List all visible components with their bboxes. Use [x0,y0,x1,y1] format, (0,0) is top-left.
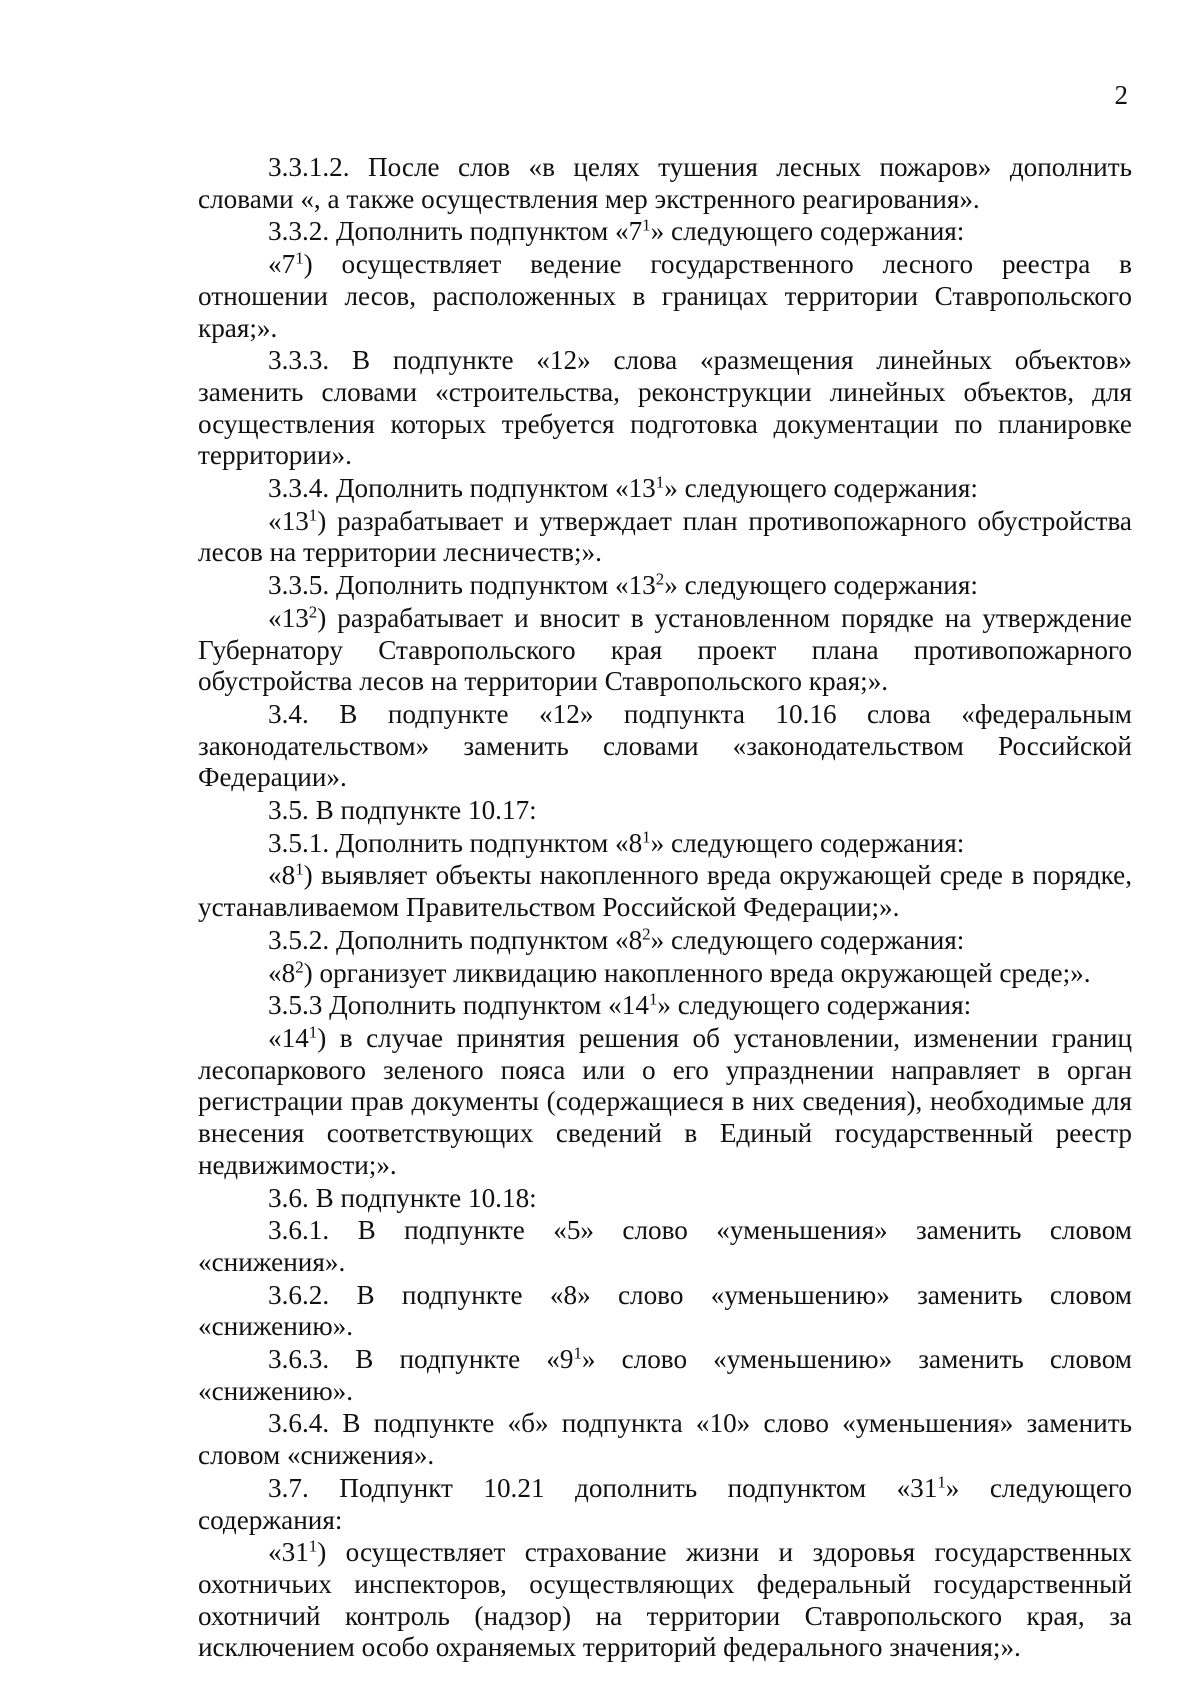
paragraph-text: 3.5.3 Дополнить подпунктом «14 [268,990,649,1021]
paragraph [198,860,1132,923]
paragraph [198,1023,1132,1182]
superscript-index: 1 [655,472,665,492]
paragraph-text: ) в случае принятия решения об установлении, изменении границ лесопаркового зеленого пояса или о его упразднении направляет в орган регистрации прав документы (содержащиеся в них сведения), необходимые для внесения соответствующих сведений в Единый государственный реестр недвижимости;». [198,1022,1132,1180]
superscript-index: 2 [295,957,304,977]
paragraph-text: » следующего содержания: [664,570,978,601]
paragraph-text: «13 [268,602,309,633]
paragraph [198,506,1132,569]
paragraph-text: ) разрабатывает и вносит в установленном порядке на утверждение Губернатору Ставропольского края проект плана противопожарного обустройства лесов на территории Ставропольского края;». [198,602,1132,697]
superscript-index: 1 [573,1343,582,1363]
paragraph [198,152,1132,215]
paragraph [198,1473,1132,1536]
paragraph [198,216,1132,248]
paragraph [198,828,1132,860]
paragraph-text: » следующего содержания: [664,473,978,504]
paragraph-text: ) разрабатывает и утверждает план противопожарного обустройства лесов на территории лесничеств;». [198,505,1132,568]
paragraph-text: ) выявляет объекты накопленного вреда окружающей среде в порядке, устанавливаемом Правительством Российской Федерации;». [198,860,1132,923]
paragraph-text: «7 [268,249,296,280]
paragraph-text: ) осуществляет страхование жизни и здоровья государственных охотничьих инспекторов, осуществляющих федеральный государственный охотничий контроль (надзор) на территории Ставропольского края, за исключением особо охраняемых территорий федерального значения;». [198,1537,1132,1663]
paragraph-text: 3.6. В подпункте 10.18: [268,1182,537,1213]
paragraph-text: 3.3.4. Дополнить подпунктом «13 [268,473,656,504]
paragraph-text: 3.3.5. Дополнить подпунктом «13 [268,570,656,601]
paragraph [198,1408,1132,1471]
paragraph [198,603,1132,698]
paragraph-text: 3.5.1. Дополнить подпунктом «8 [268,827,643,858]
page-number: 2 [1114,80,1128,110]
superscript-index: 1 [308,1022,318,1042]
superscript-index: 2 [655,569,665,589]
paragraph [198,1537,1132,1664]
paragraph [198,249,1132,344]
paragraph-text: ) осуществляет ведение государственного лесного реестра в отношении лесов, расположенных в границах территории Ставропольского края;». [198,249,1132,343]
paragraph-text: » следующего содержания: [650,924,965,955]
paragraph-text: » следующего содержания: [650,216,965,247]
paragraph [198,925,1132,957]
superscript-index: 1 [937,1472,946,1492]
superscript-index: 1 [642,216,651,236]
paragraph-text: 3.3.1.2. После слов «в целях тушения лесных пожаров» дополнить словами «, а также осуществления мер экстренного реагирования». [198,152,1132,214]
paragraph-text: » слово «уменьшению» заменить словом «снижению». [198,1344,1132,1406]
paragraph-text: «8 [268,860,296,891]
superscript-index: 1 [295,248,304,268]
paragraph-text: 3.3.2. Дополнить подпунктом «7 [268,216,643,247]
superscript-index: 2 [642,924,651,944]
document-body [198,152,1132,1665]
paragraph-text: 3.6.4. В подпункте «б» подпункта «10» слово «уменьшения» заменить словом «снижения». [198,1408,1132,1471]
paragraph [198,570,1132,602]
paragraph-text: 3.3.3. В подпункте «12» слова «размещения линейных объектов» заменить словами «строительства, реконструкции линейных объектов, для осуществления которых требуется подготовка документации по планировке территории». [198,345,1132,471]
paragraph-text: «14 [268,1022,309,1053]
superscript-index: 1 [642,827,651,847]
paragraph-text: 3.6.3. В подпункте «9 [268,1344,574,1375]
paragraph-text: 3.6.1. В подпункте «5» слово «уменьшения» заменить словом «снижения». [198,1215,1132,1277]
paragraph [198,1280,1132,1343]
paragraph [198,1183,1132,1215]
superscript-index: 1 [648,990,658,1010]
paragraph-text: » следующего содержания: [650,827,965,858]
superscript-index: 1 [295,860,304,880]
paragraph [198,990,1132,1022]
paragraph [198,473,1132,505]
paragraph-text: 3.6.2. В подпункте «8» слово «уменьшению» заменить словом «снижению». [198,1279,1132,1342]
paragraph [198,699,1132,794]
paragraph-text: «13 [268,505,309,536]
paragraph-text: » следующего содержания: [198,1472,1132,1535]
paragraph-text: 3.4. В подпункте «12» подпункта 10.16 слова «федеральным законодательством» заменить словами «законодательством Российской Федерации». [198,698,1132,793]
paragraph-text: » следующего содержания: [657,990,972,1021]
paragraph-text: 3.7. Подпункт 10.21 дополнить подпунктом «31 [268,1472,938,1503]
superscript-index: 2 [308,602,318,622]
paragraph [198,345,1132,472]
superscript-index: 1 [308,505,318,525]
paragraph-text: ) организует ликвидацию накопленного вреда окружающей среде;». [303,957,1091,988]
paragraph [198,1344,1132,1407]
paragraph [198,1215,1132,1278]
paragraph-text: «8 [268,957,296,988]
paragraph [198,795,1132,827]
paragraph-text: 3.5. В подпункте 10.17: [268,795,537,826]
paragraph-text: «31 [268,1537,309,1568]
superscript-index: 1 [308,1536,318,1556]
paragraph [198,958,1132,990]
paragraph-text: 3.5.2. Дополнить подпунктом «8 [268,924,643,955]
